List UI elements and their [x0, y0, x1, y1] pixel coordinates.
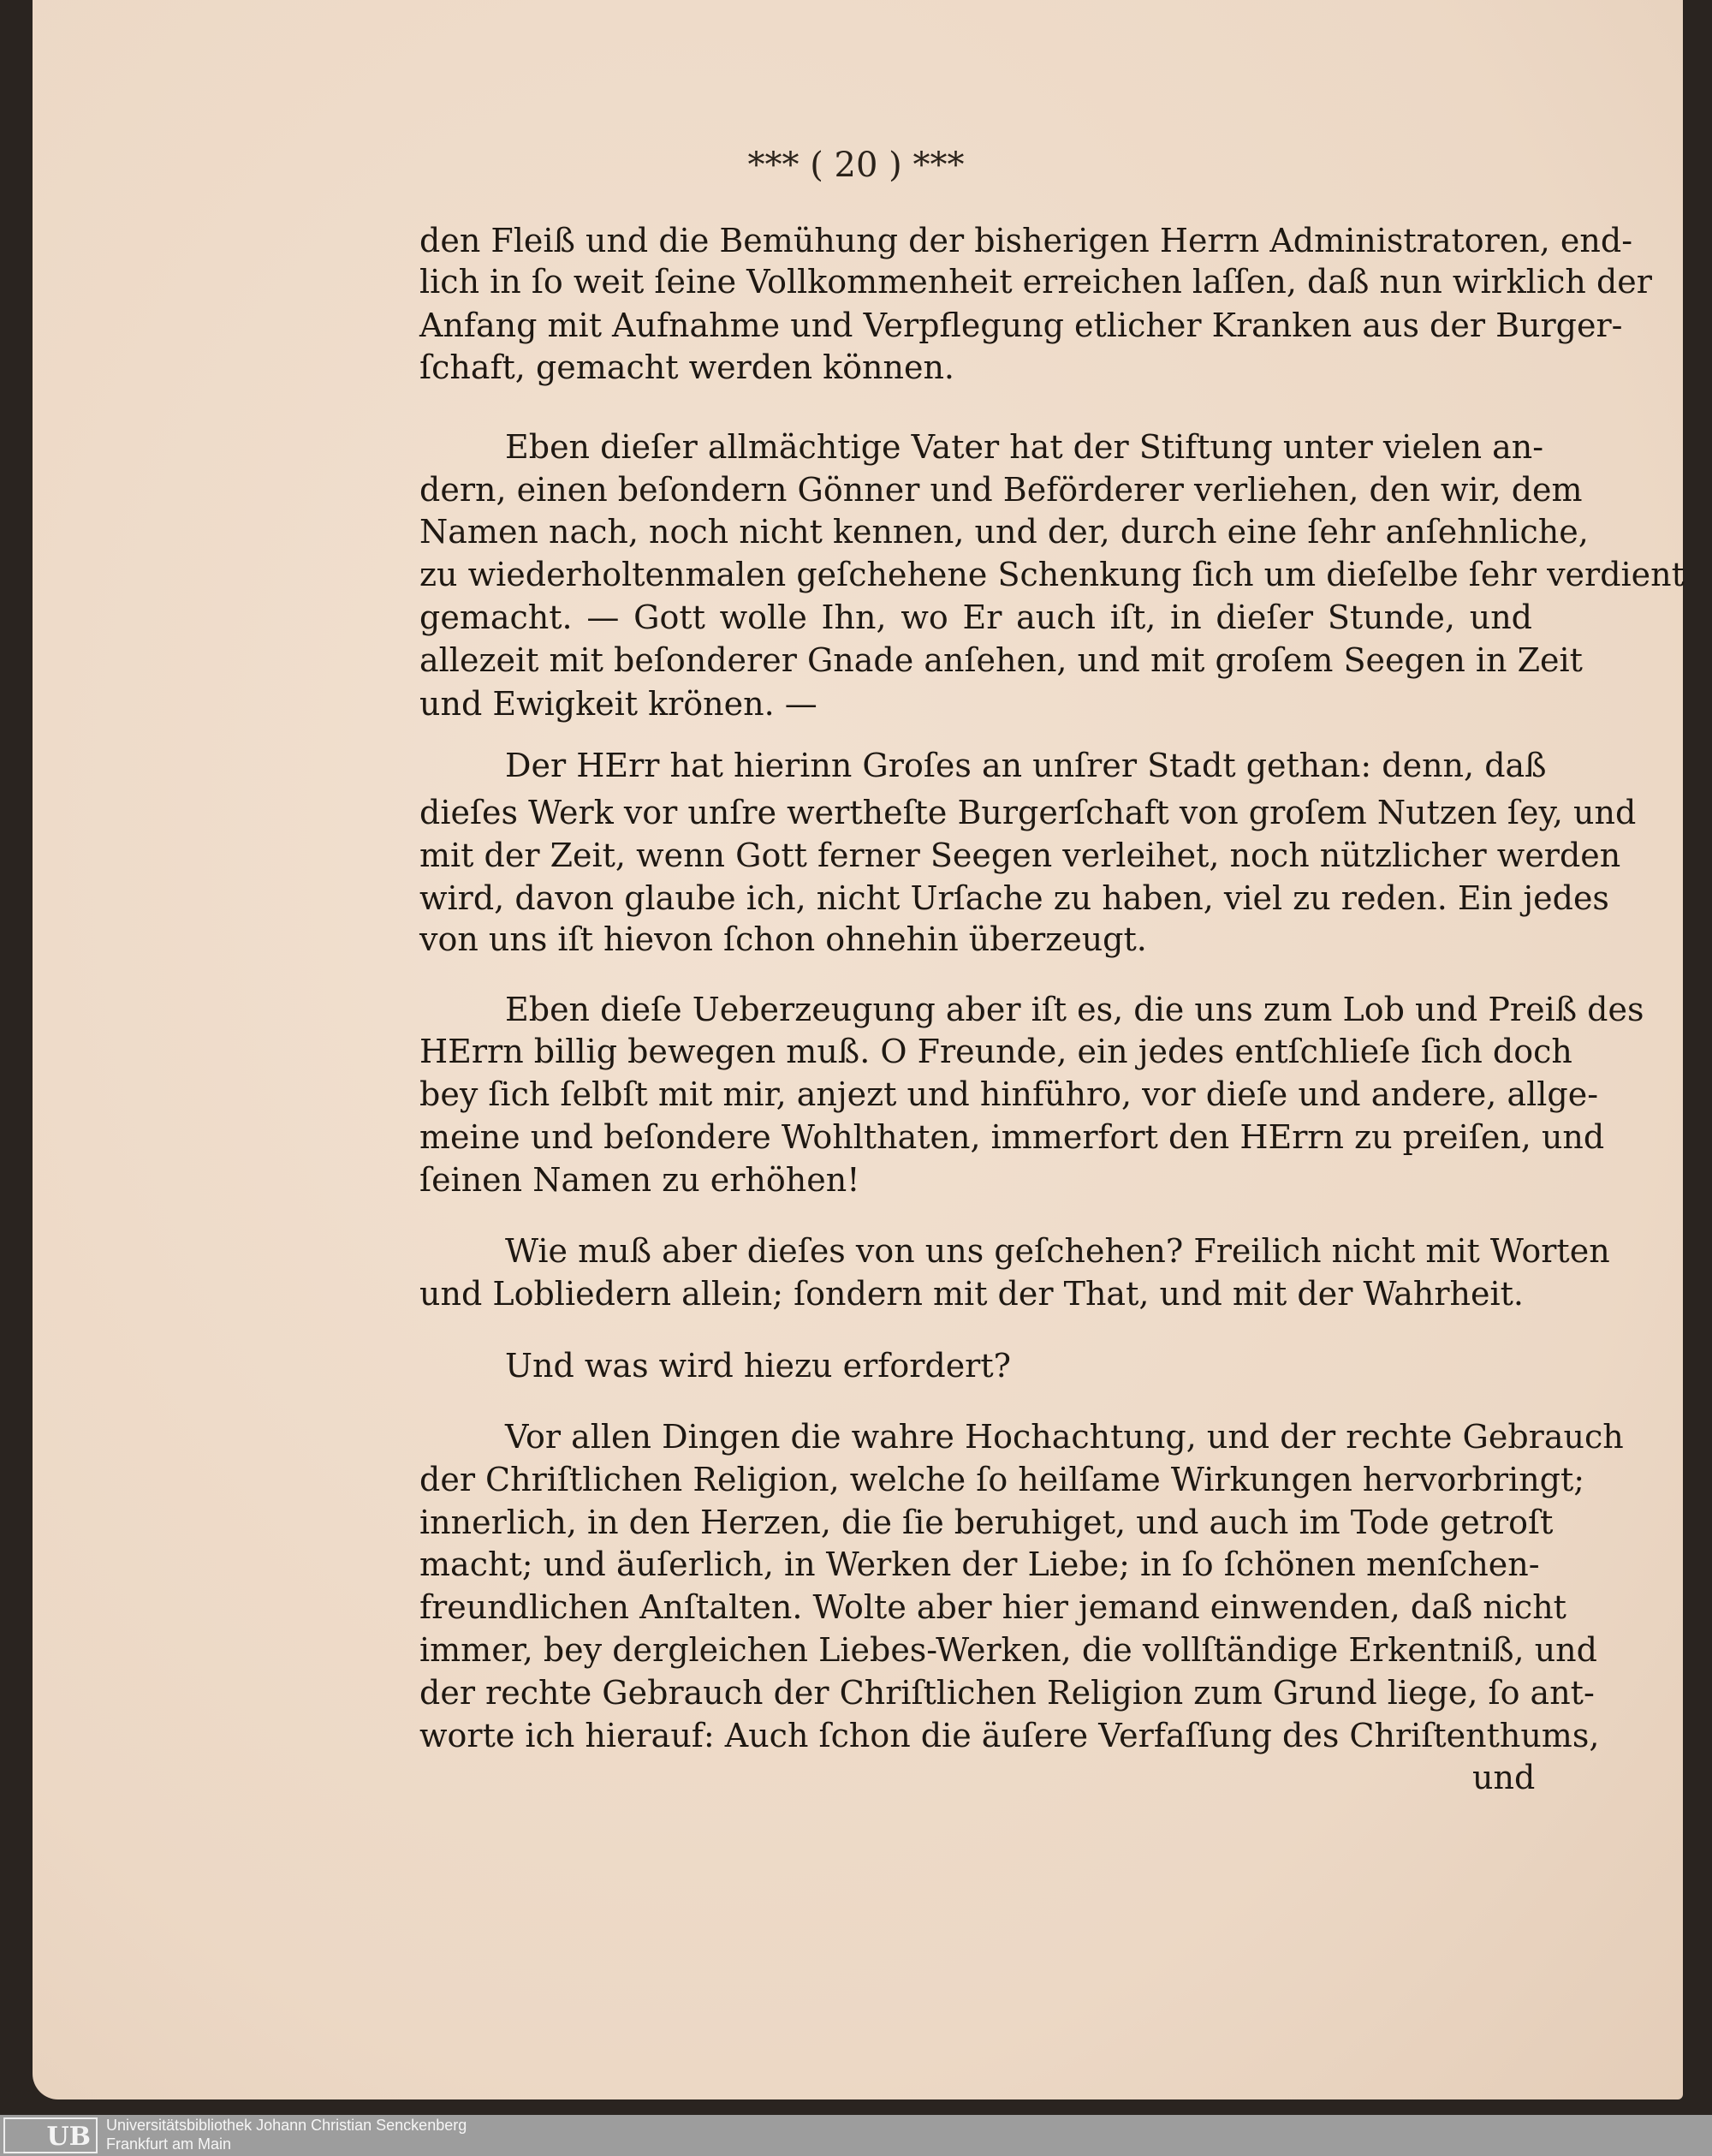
- text-line: Wie muß aber dieſes von uns geſchehen? Freilich nicht mit Worten: [505, 1232, 1610, 1271]
- text-line: worte ich hierauf: Auch ſchon die äuſere Verfaſſung des Chriſtenthums,: [419, 1716, 1600, 1754]
- text-line: ſchaft, gemacht werden können.: [419, 348, 955, 386]
- text-line: der rechte Gebrauch der Chriſtlichen Religion zum Grund liege, ſo ant-: [419, 1673, 1595, 1712]
- text-line: zu wiederholtenmalen geſchehene Schenkung ſich um dieſelbe ſehr verdient: [419, 556, 1685, 594]
- text-line: immer, bey dergleichen Liebes-Werken, die vollſtändige Erkentniß, und: [419, 1631, 1597, 1670]
- text-line: gemacht. — Gott wolle Ihn, wo Er auch iſt, in dieſer Stunde, und: [419, 598, 1532, 636]
- text-line: von uns iſt hievon ſchon ohnehin überzeugt.: [419, 920, 1147, 958]
- text-line: Der HErr hat hierinn Groſes an unſrer Stadt gethan: denn, daß: [505, 747, 1547, 785]
- text-line: innerlich, in den Herzen, die ſie beruhiget, und auch im Tode getroſt: [419, 1503, 1554, 1541]
- text-line: meine und beſondere Wohlthaten, immerfort den HErrn zu preiſen, und: [419, 1117, 1605, 1156]
- text-line: lich in ſo weit ſeine Vollkommenheit erreichen laſſen, daß nun wirklich der: [419, 263, 1652, 301]
- library-logo: UB: [3, 2117, 98, 2153]
- text-line: allezeit mit beſonderer Gnade anſehen, und mit groſem Seegen in Zeit: [419, 640, 1583, 679]
- text-line: freundlichen Anſtalten. Wolte aber hier jemand einwenden, daß nicht: [419, 1588, 1566, 1627]
- text-line: den Fleiß und die Bemühung der bisherigen Herrn Administratoren, end-: [419, 221, 1633, 259]
- text-line: Vor allen Dingen die wahre Hochachtung, und der rechte Gebrauch: [505, 1418, 1624, 1456]
- text-line: dieſes Werk vor unſre wertheſte Burgerſchaft von groſem Nutzen ſey, und: [419, 793, 1637, 831]
- text-line: HErrn billig bewegen muß. O Freunde, ein jedes entſchlieſe ſich doch: [419, 1033, 1572, 1071]
- text-line: wird, davon glaube ich, nicht Urſache zu haben, viel zu reden. Ein jedes: [419, 878, 1609, 917]
- text-line: mit der Zeit, wenn Gott ferner Seegen verleihet, noch nützlicher werden: [419, 836, 1621, 874]
- text-line: und: [1472, 1759, 1536, 1797]
- text-line: und Ewigkeit krönen. —: [419, 685, 817, 724]
- text-line: macht; und äuſerlich, in Werken der Liebe; in ſo ſchönen menſchen-: [419, 1546, 1540, 1584]
- text-line: ſeinen Namen zu erhöhen!: [419, 1160, 860, 1199]
- text-line: Anfang mit Aufnahme und Verpflegung etlicher Kranken aus der Burger-: [419, 307, 1623, 345]
- text-line: Und was wird hiezu erfordert?: [505, 1346, 1011, 1385]
- text-line: dern, einen beſondern Gönner und Beförderer verliehen, den wir, dem: [419, 470, 1583, 509]
- library-location: Frankfurt am Main: [106, 2135, 232, 2153]
- text-line: der Chriſtlichen Religion, welche ſo heilſame Wirkungen hervorbringt;: [419, 1460, 1585, 1498]
- text-line: bey ſich ſelbſt mit mir, anjezt und hinführo, vor dieſe und andere, allge-: [419, 1075, 1599, 1114]
- page-number-header: *** ( 20 ) ***: [747, 146, 965, 185]
- text-line: Eben dieſe Ueberzeugung aber iſt es, die uns zum Lob und Preiß des: [505, 990, 1644, 1028]
- text-line: und Lobliedern allein; ſondern mit der That, und mit der Wahrheit.: [419, 1275, 1524, 1313]
- text-line: Namen nach, noch nicht kennen, und der, durch eine ſehr anſehnliche,: [419, 513, 1589, 551]
- library-name: Universitätsbibliothek Johann Christian Senckenberg: [106, 2117, 467, 2134]
- text-line: Eben dieſer allmächtige Vater hat der Stiftung unter vielen an-: [505, 427, 1544, 466]
